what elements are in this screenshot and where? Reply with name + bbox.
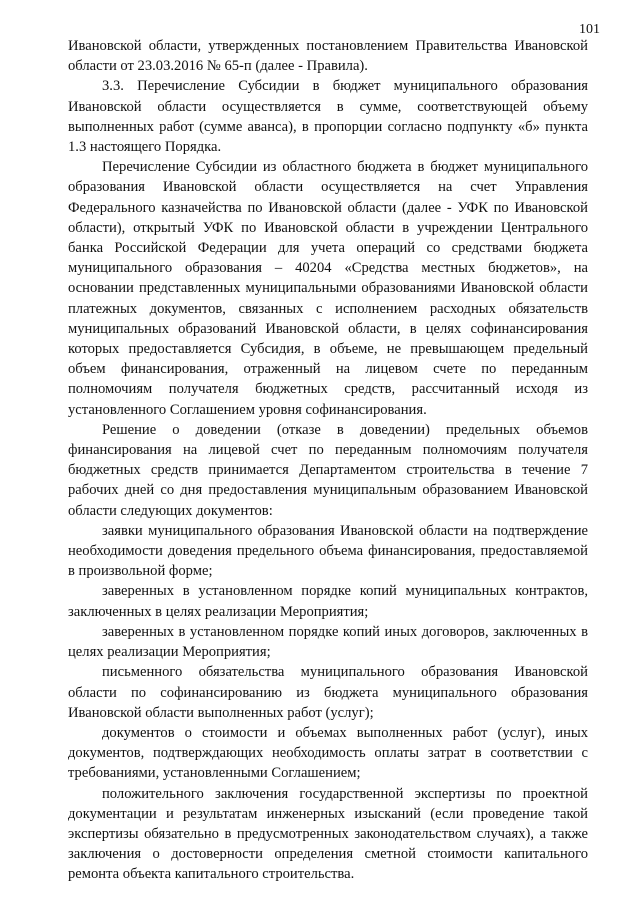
paragraph: заверенных в установленном порядке копий иных договоров, заключенных в целях реализации Мероприятия; — [68, 623, 588, 661]
paragraph: Перечисление Субсидии из областного бюджета в бюджет муниципального образования Ивановской области осуществляется на счет Управления Федерального казначейства по Ивановской области (далее - УФК по Ивановской области), открытый УФК по Ивановской области в учреждении Центрального банка Российской Федерации для учета операций со средствами бюджета муниципального образования – 40204 «Средства местных бюджетов», на основании представленных муниципальными образованиями Ивановской области платежных документов, связанных с исполнением расходных обязательств муниципальных образований Ивановской области, в целях софинансирования которых предоставляется Субсидия, в объеме, не превышающем предельный объем финансирования, отраженный на лицевом счете по переданным полномочиям получателя бюджетных средств, рассчитанный исходя из установленного Соглашением уровня софинансирования. — [68, 159, 588, 418]
paragraph: 3.3. Перечисление Субсидии в бюджет муниципального образования Ивановской области осуществляется в сумме, соответствующей объему выполненных работ (сумме аванса), в пропорции согласно подпункту «б» пункта 1.3 настоящего Порядка. — [68, 78, 588, 156]
paragraph: Ивановской области, утвержденных постановлением Правительства Ивановской области от 23.03.2016 № 65-п (далее - Правила). — [68, 38, 588, 75]
paragraph: заявки муниципального образования Ивановской области на подтверждение необходимости доведения предельного объема финансирования, предоставляемой в произвольной форме; — [68, 522, 588, 580]
page-number: 101 — [579, 22, 600, 37]
paragraph: положительного заключения государственной экспертизы по проектной документации и результатам инженерных изысканий (если проведение такой экспертизы обязательно в предусмотренных законодательством случаях), а также заключения о достоверности определения сметной стоимости капитального ремонта объекта капитального строительства. — [68, 785, 588, 883]
paragraph: письменного обязательства муниципального образования Ивановской области по софинансированию из бюджета муниципального образования Ивановской области выполненных работ (услуг); — [68, 664, 588, 721]
document-body — [68, 36, 588, 885]
paragraph: заверенных в установленном порядке копий муниципальных контрактов, заключенных в целях реализации Мероприятия; — [68, 583, 588, 620]
paragraph: документов о стоимости и объемах выполненных работ (услуг), иных документов, подтверждающих необходимость оплаты затрат в соответствии с требованиями, установленными Соглашением; — [68, 724, 588, 782]
paragraph: Решение о доведении (отказе в доведении) предельных объемов финансирования на лицевой счет по переданным полномочиям получателя бюджетных средств принимается Департаментом строительства в течение 7 рабочих дней со дня предоставления муниципальным образованием Ивановской области следующих документов: — [68, 421, 588, 519]
